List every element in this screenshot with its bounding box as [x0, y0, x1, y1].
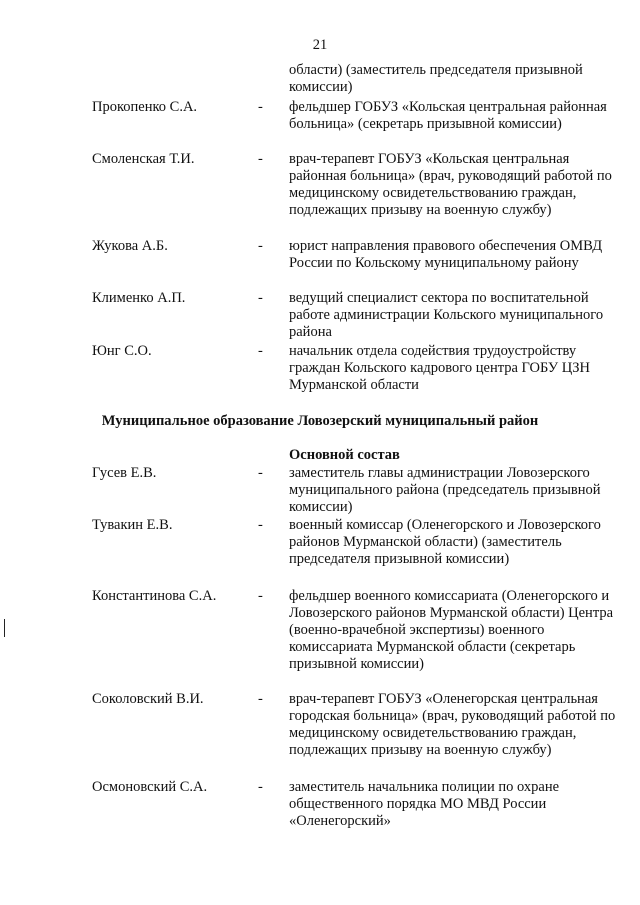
page-number: 21 — [312, 37, 328, 53]
subheading: Основной состав — [289, 447, 400, 463]
member-name: Константинова С.А. — [92, 588, 217, 604]
member-name: Соколовский В.И. — [92, 691, 204, 707]
member-role: фельдшер военного комиссариата (Оленегорского и Ловозерского районов Мурманской области) Центра (военно-врачебной экспертизы) военного комиссариата Мурманской области (секретарь призывной комиссии) — [289, 588, 614, 672]
member-dash: - — [258, 588, 263, 604]
member-name: Прокопенко С.А. — [92, 99, 198, 115]
member-role: заместитель главы администрации Ловозерского муниципального района (председатель призывной комиссии) — [289, 465, 601, 515]
member-role: фельдшер ГОБУЗ «Кольская центральная районная больница» (секретарь призывной комиссии) — [289, 99, 607, 132]
member-role: врач-терапевт ГОБУЗ «Кольская центральная районная больница» (врач, руководящий работой по медицинскому освидетельствованию граждан, подлежащих призыву на военную службу) — [289, 151, 612, 218]
member-dash: - — [258, 517, 263, 533]
member-dash: - — [258, 691, 263, 707]
member-name: Тувакин Е.В. — [92, 517, 173, 533]
member-dash: - — [258, 238, 263, 254]
member-name: Жукова А.Б. — [92, 238, 168, 254]
member-name: Осмоновский С.А. — [92, 779, 208, 795]
member-role: военный комиссар (Оленегорского и Ловозерского районов Мурманской области) (заместитель председателя призывной комиссии) — [289, 517, 601, 567]
section-heading: Муниципальное образование Ловозерский муниципальный район — [101, 413, 539, 429]
member-role: начальник отдела содействия трудоустройству граждан Кольского кадрового центра ГОБУ ЦЗН Мурманской области — [289, 343, 590, 393]
member-role: юрист направления правового обеспечения ОМВД России по Кольскому муниципальному району — [289, 238, 603, 271]
member-dash: - — [258, 151, 263, 167]
member-name: Юнг С.О. — [92, 343, 152, 359]
member-name: Гусев Е.В. — [92, 465, 157, 481]
member-role: заместитель начальника полиции по охране общественного порядка МО МВД России «Оленегорский» — [289, 779, 560, 829]
member-dash: - — [258, 290, 263, 306]
member-dash: - — [258, 779, 263, 795]
margin-mark — [4, 619, 5, 637]
continuation-role: области) (заместитель председателя призывной комиссии) — [289, 62, 583, 95]
member-dash: - — [258, 99, 263, 115]
member-dash: - — [258, 465, 263, 481]
member-role: ведущий специалист сектора по воспитательной работе администрации Кольского муниципального района — [289, 290, 604, 340]
member-role: врач-терапевт ГОБУЗ «Оленегорская центральная городская больница» (врач, руководящий работой по медицинскому освидетельствованию граждан, подлежащих призыву на военную службу) — [289, 691, 616, 758]
member-dash: - — [258, 343, 263, 359]
member-name: Клименко А.П. — [92, 290, 186, 306]
member-name: Смоленская Т.И. — [92, 151, 195, 167]
